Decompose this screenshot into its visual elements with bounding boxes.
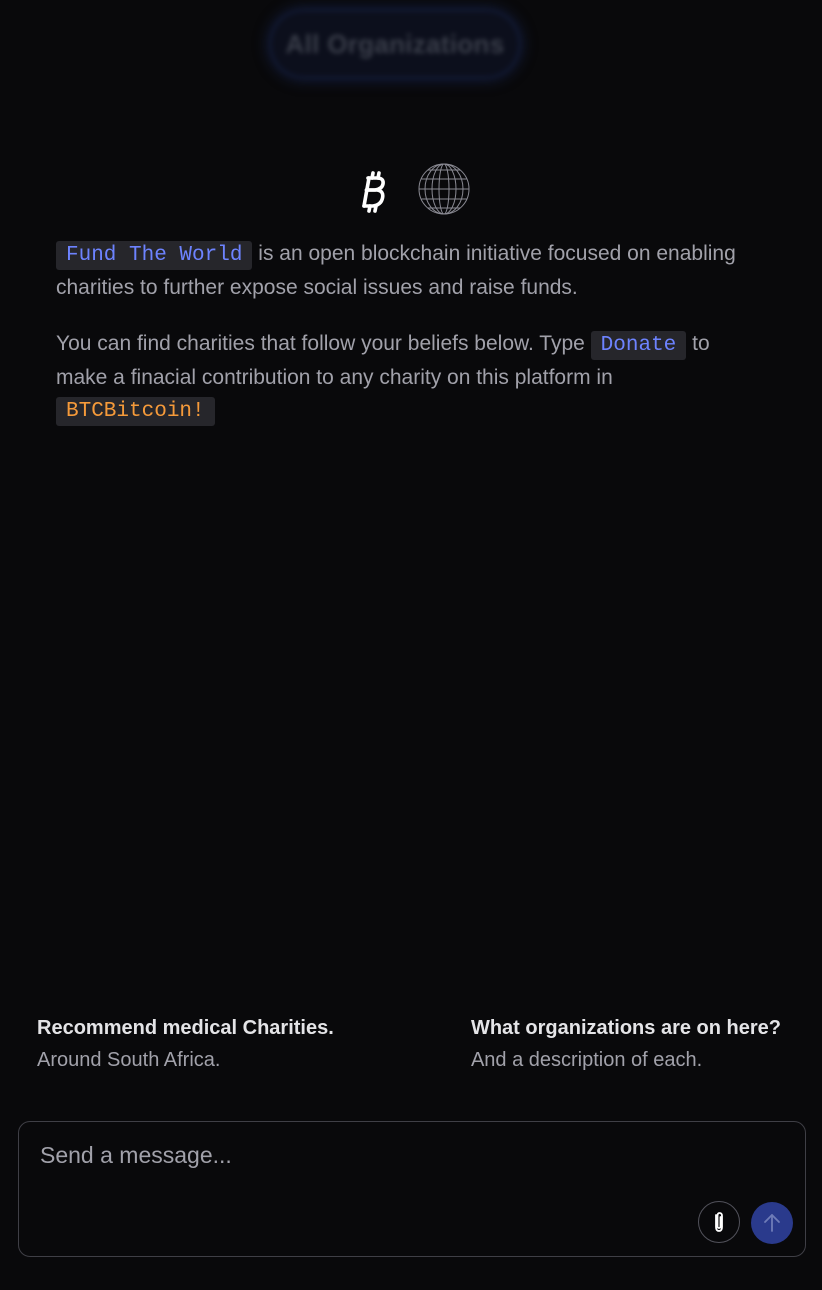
message-input[interactable] [38,1138,702,1202]
intro-paragraph-2 [56,328,766,428]
organizations-button-label: All Organizations [285,28,505,59]
intro-text [56,238,766,452]
message-composer [18,1121,806,1257]
attach-button[interactable] [698,1201,740,1243]
currency-code: BTCBitcoin! [56,397,215,426]
suggestion-subtitle: Around South Africa. [37,1049,221,1071]
arrow-up-icon [761,1212,783,1234]
suggestion-title: What organizations are on here? [470,1017,781,1039]
donate-keyword-code: Donate [591,331,687,360]
suggested-prompts [37,1012,797,1076]
intro-line-2-rest: to make a finacial contribution to any charity on this platform in [56,332,710,389]
send-button[interactable] [751,1202,793,1244]
organizations-button[interactable] [272,12,518,76]
intro-paragraph-1 [56,238,766,304]
intro-line-2-start: You can find charities that follow your beliefs below. Type [56,332,591,355]
logo-row [0,162,822,218]
bitcoin-icon [360,167,390,213]
intro-line-1: is an open blockchain initiative focused on enabling charities to further expose social issues and raise funds. [56,242,736,299]
suggestion-organizations[interactable] [471,1012,781,1076]
suggestion-subtitle: And a description of each. [470,1049,703,1071]
suggestion-medical-charities[interactable] [37,1012,334,1076]
project-name-code: Fund The World [56,241,252,270]
globe-icon [418,163,470,215]
paperclip-icon [708,1210,730,1234]
suggestion-title: Recommend medical Charities. [37,1017,334,1039]
